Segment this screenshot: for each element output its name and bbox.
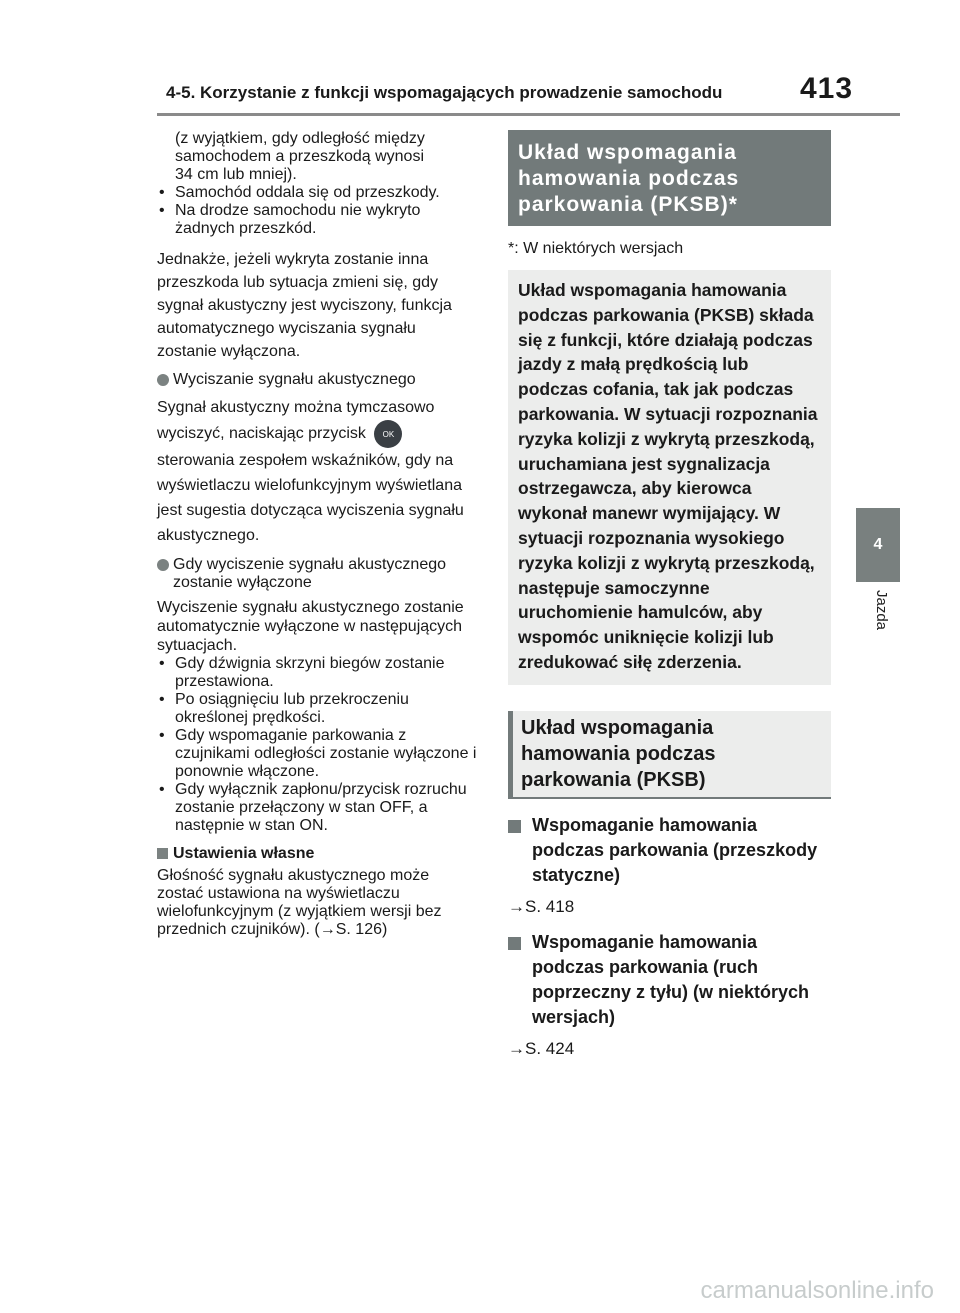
paragraph: Głośność sygnału akustycznego może zostać ustawiona na wyświetlaczu wielofunkcyjnym (z wyjątkiem wersji bez przednich czujników). (→S. 126) bbox=[157, 867, 442, 938]
list-item: • Gdy dźwignia skrzyni biegów zostanie przestawiona. bbox=[157, 655, 479, 691]
square-subheading bbox=[157, 845, 479, 863]
circle-subheading bbox=[157, 371, 479, 389]
list-item: • Samochód oddala się od przeszkody. bbox=[157, 184, 479, 202]
right-column bbox=[508, 130, 831, 1058]
header-rule bbox=[157, 113, 900, 116]
item-heading-text: Wspomaganie hamowania podczas parkowania (ruch poprzeczny z tyłu) (w niektórych wersjach) bbox=[532, 931, 810, 1027]
continuation-line: (z wyjątkiem, gdy odległość między bbox=[175, 130, 425, 147]
list-item: • Po osiągnięciu lub przekroczeniu określonej prędkości. bbox=[157, 691, 479, 727]
footnote: *: W niektórych wersjach bbox=[508, 240, 684, 257]
square-bullet-icon bbox=[157, 848, 168, 859]
circle-subheading bbox=[157, 556, 479, 592]
circle-bullet-icon bbox=[157, 374, 169, 386]
section-title: Układ wspomagania hamowania podczas parkowania (PKSB)* bbox=[508, 130, 831, 226]
subheading-text: Ustawienia własne bbox=[173, 845, 315, 862]
list-item: • Gdy wspomaganie parkowania z czujnikami odległości zostanie wyłączone i ponownie włączone. bbox=[157, 727, 479, 781]
page-reference[interactable]: →S. 418 bbox=[508, 896, 575, 916]
square-bullet-icon bbox=[508, 937, 521, 950]
chapter-label: Jazda bbox=[873, 590, 890, 631]
running-header: 4-5. Korzystanie z funkcji wspomagających prowadzenie samochodu bbox=[166, 83, 723, 102]
item-heading-text: Wspomaganie hamowania podczas parkowania (przeszkody statyczne) bbox=[532, 814, 818, 885]
left-column bbox=[157, 130, 479, 939]
paragraph-text: sterowania zespołem wskaźników, gdy na wyświetlaczu wielofunkcyjnym wyświetlana jest sugestia dotycząca wyciszenia sygnału akustycznego. bbox=[157, 452, 464, 544]
paragraph bbox=[157, 395, 479, 548]
paragraph-text: Sygnał akustyczny można tymczasowo wyciszyć, naciskając przycisk bbox=[157, 399, 435, 443]
page-reference[interactable]: →S. 424 bbox=[508, 1038, 575, 1058]
subsection-title: Układ wspomagania hamowania podczas parkowania (PKSB) bbox=[508, 711, 831, 799]
list-item: • Na drodze samochodu nie wykryto żadnych przeszkód. bbox=[157, 202, 479, 238]
continuation-line: 34 cm lub mniej). bbox=[175, 166, 297, 183]
paragraph: Jednakże, jeżeli wykryta zostanie inna przeszkoda lub sytuacja zmieni się, gdy sygnał akustyczny jest wyciszony, funkcja automatycznego wyciszania sygnału zostanie wyłączona. bbox=[157, 251, 452, 360]
watermark: carmanualsonline.info bbox=[700, 1277, 934, 1304]
subheading-text: Gdy wyciszenie sygnału akustycznego zostanie wyłączone bbox=[173, 556, 447, 591]
square-bullet-icon bbox=[508, 820, 521, 833]
subheading-text: Wyciszanie sygnału akustycznego bbox=[173, 371, 416, 388]
item-heading bbox=[508, 813, 831, 888]
intro-box: Układ wspomagania hamowania podczas parkowania (PKSB) składa się z funkcji, które działają podczas jazdy z małą prędkością lub podczas cofania, tak jak podczas parkowania. W sytuacji rozpoznania ryzyka kolizji z wykrytą przeszkodą, uruchamiana jest sygnalizacja ostrzegawcza, aby kierowca wykonał manewr wymijający. W sytuacji rozpoznania wysokiego ryzyka kolizji z wykrytą przeszkodą, następuje samoczynne uruchomienie hamulców, aby wspomóc uniknięcie kolizji lub zredukować siłę zderzenia. bbox=[508, 270, 831, 685]
paragraph: Wyciszenie sygnału akustycznego zostanie automatycznie wyłączone w następujących sytuacjach. bbox=[157, 599, 464, 654]
continuation-line: samochodem a przeszkodą wynosi bbox=[175, 148, 425, 165]
chapter-tab: 4 bbox=[856, 508, 900, 582]
item-heading bbox=[508, 930, 831, 1030]
page-number: 413 bbox=[800, 72, 854, 105]
ok-button-icon: OK bbox=[374, 420, 402, 448]
list-item: • Gdy wyłącznik zapłonu/przycisk rozruchu zostanie przełączony w stan OFF, a następnie w stan ON. bbox=[157, 781, 479, 835]
circle-bullet-icon bbox=[157, 559, 169, 571]
